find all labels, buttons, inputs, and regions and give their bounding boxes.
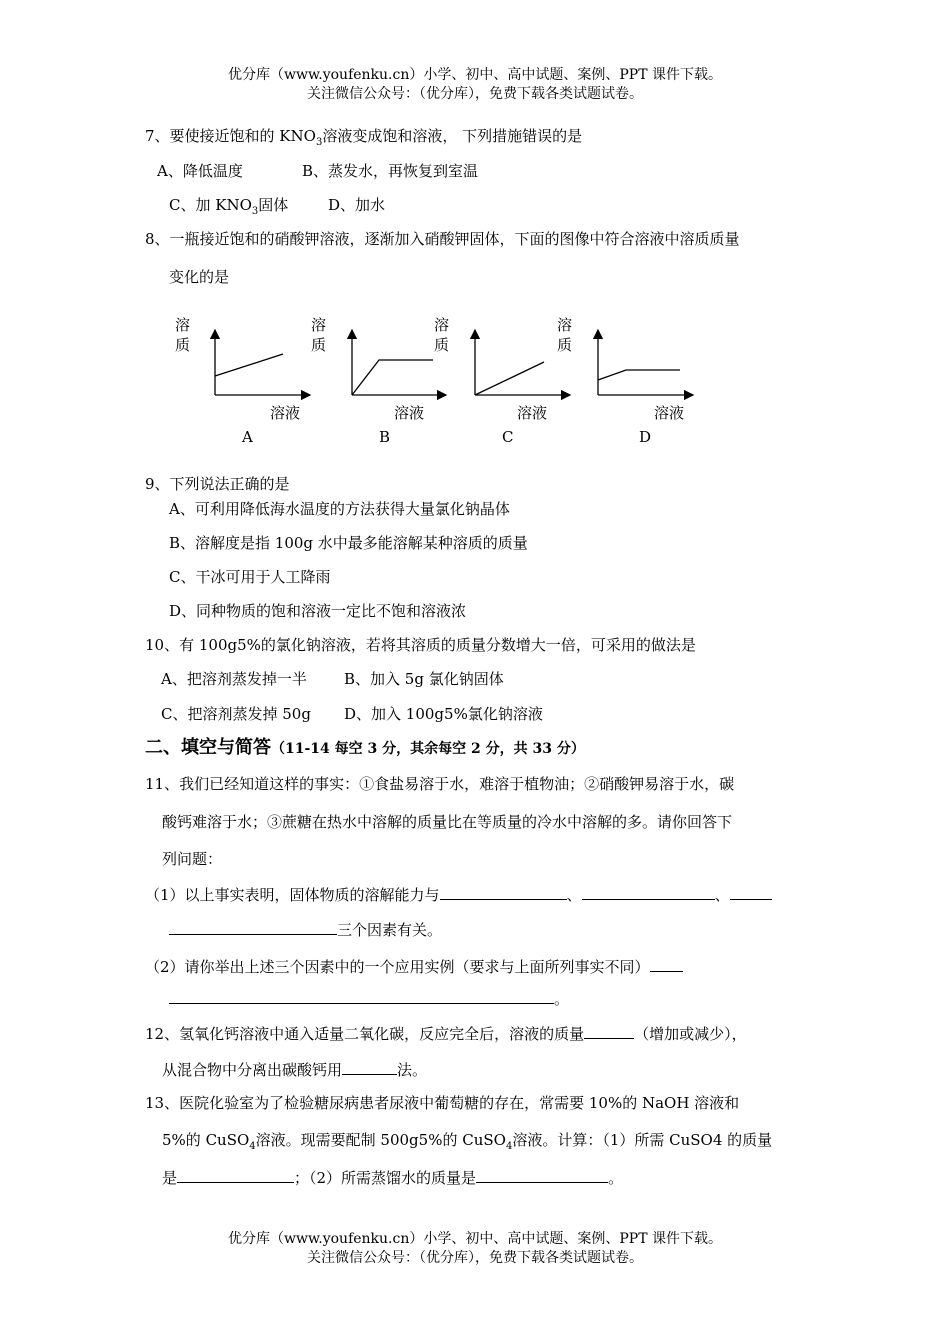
q11-blank-1[interactable]: [440, 884, 567, 900]
q9-option-d: D、同种物质的饱和溶液一定比不饱和溶液浓: [169, 602, 467, 620]
q13-line-3: 是 ；（2）所需蒸馏水的质量是 。: [162, 1169, 624, 1187]
q11-line-1: 11、我们已经知道这样的事实：①食盐易溶于水，难溶于植物油；②硝酸钾易溶于水，碳: [145, 775, 735, 793]
graph-a-option-label: A: [242, 428, 253, 446]
q11-blank-4b[interactable]: [169, 988, 554, 1004]
graph-d-xlabel: 溶液: [654, 404, 685, 422]
q8-graphs: [0, 300, 950, 460]
q11-part-2-end: 。: [169, 988, 569, 1009]
graph-c-option-label: C: [502, 428, 514, 446]
section-2-heading: [145, 738, 585, 759]
q11-part-2: （2）请你举出上述三个因素中的一个应用实例（要求与上面所列事实不同）: [145, 956, 683, 977]
section-2-note: （11-14 每空 3 分，其余每空 2 分，共 33 分）: [271, 741, 585, 757]
graph-b-xlabel: 溶液: [394, 404, 425, 422]
q7-option-a: A、降低温度: [157, 162, 243, 180]
graph-c-ylabel-1: 溶: [434, 316, 450, 334]
graph-c-ylabel-2: 质: [434, 336, 450, 354]
q11-blank-4a[interactable]: [650, 956, 683, 972]
graph-d-curve: [598, 370, 680, 380]
q12-blank-2[interactable]: [342, 1059, 397, 1075]
q11-line-2: 酸钙难溶于水；③蔗糖在热水中溶解的质量比在等质量的冷水中溶解的多。请你回答下: [162, 813, 733, 831]
footer-line-1: 优分库（www.youfenku.cn）小学、初中、高中试题、案例、PPT 课件下载。: [227, 1231, 722, 1247]
graph-c-curve: [475, 362, 544, 395]
graph-b-option-label: B: [379, 428, 391, 446]
header-line-2: 关注微信公众号：（优分库），免费下载各类试题试卷。: [307, 86, 643, 102]
graph-d-ylabel-2: 质: [557, 336, 573, 354]
graph-a-xlabel: 溶液: [270, 404, 301, 422]
q7-option-c: C、加 $KNO_3$固体: [169, 196, 289, 217]
q13-line-2: 5%的 CuSO$_4$溶液。现需要配制 500g5%的 CuSO$_4$溶液。计算：（1）所需 CuSO4 的质量: [162, 1131, 773, 1152]
graph-b-curve: [352, 360, 433, 395]
q11-part-1: （1）以上事实表明，固体物质的溶解能力与 、 、: [145, 884, 772, 905]
q8-stem-line-2: 变化的是: [169, 268, 230, 286]
q11-part-1-end: 三个因素有关。: [169, 919, 442, 940]
q10-stem: 10、有 100g5%的氯化钠溶液，若将其溶质的质量分数增大一倍，可采用的做法是: [145, 636, 696, 654]
graph-a-curve: [215, 354, 283, 376]
graph-c: [434, 316, 573, 446]
q12-line-2: 从混合物中分离出碳酸钙用 法。: [162, 1061, 428, 1079]
graph-b-ylabel-2: 质: [311, 336, 327, 354]
header-line-1: 优分库（www.youfenku.cn）小学、初中、高中试题、案例、PPT 课件下载。: [227, 67, 722, 83]
graph-d-ylabel-1: 溶: [557, 316, 573, 334]
q10-option-d: D、加入 100g5%氯化钠溶液: [344, 705, 543, 723]
graph-d-option-label: D: [639, 428, 652, 446]
q11-line-3: 列问题：: [162, 850, 223, 868]
q7-option-d: D、加水: [328, 196, 386, 214]
q7-stem: 7、要使接近饱和的 $KNO_3$溶液变成饱和溶液， 下列措施错误的是: [145, 127, 583, 148]
graph-a-ylabel-2: 质: [175, 336, 191, 354]
graph-b: [311, 316, 446, 446]
q13-blank-2[interactable]: [476, 1167, 608, 1183]
q11-blank-3a[interactable]: [730, 884, 772, 900]
graph-a: [175, 316, 310, 446]
graph-a-ylabel-1: 溶: [175, 316, 191, 334]
q7-option-b: B、蒸发水，再恢复到室温: [302, 162, 479, 180]
graph-b-ylabel-1: 溶: [311, 316, 327, 334]
graph-c-xlabel: 溶液: [517, 404, 548, 422]
q13-blank-1[interactable]: [177, 1167, 294, 1183]
q9-option-c: C、干冰可用于人工降雨: [169, 568, 331, 586]
q10-option-c: C、把溶剂蒸发掉 50g: [161, 705, 311, 723]
graph-d: [557, 316, 693, 446]
q12-line-1: 12、氢氧化钙溶液中通入适量二氧化碳，反应完全后，溶液的质量 （增加或减少），: [145, 1025, 747, 1043]
q12-blank-1[interactable]: [584, 1023, 634, 1039]
q11-blank-3b[interactable]: [169, 919, 337, 935]
q9-option-b: B、溶解度是指 100g 水中最多能溶解某种溶质的质量: [169, 534, 528, 552]
q10-option-b: B、加入 5g 氯化钠固体: [344, 670, 504, 688]
q9-stem: 9、下列说法正确的是: [145, 475, 290, 493]
q8-stem-line-1: 8、一瓶接近饱和的硝酸钾溶液，逐渐加入硝酸钾固体，下面的图像中符合溶液中溶质质量: [145, 230, 740, 248]
q9-option-a: A、可利用降低海水温度的方法获得大量氯化钠晶体: [169, 500, 510, 518]
q13-line-1: 13、医院化验室为了检验糖尿病患者尿液中葡萄糖的存在，常需要 10%的 NaOH 溶液和: [145, 1094, 740, 1112]
section-2-title: 二、填空与简答: [145, 737, 271, 758]
footer-line-2: 关注微信公众号：（优分库），免费下载各类试题试卷。: [307, 1250, 643, 1266]
q10-option-a: A、把溶剂蒸发掉一半: [161, 670, 307, 688]
q11-blank-2[interactable]: [582, 884, 715, 900]
